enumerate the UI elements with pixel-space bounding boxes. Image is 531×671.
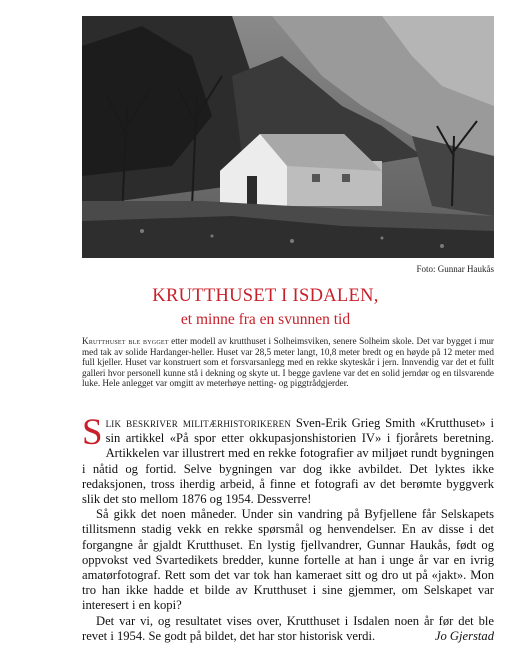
article-body — [82, 412, 494, 644]
paragraph-1 — [82, 412, 494, 507]
caption-lead: Krutthuset ble bygget — [82, 336, 169, 346]
photo-credit: Foto: Gunnar Haukås — [416, 264, 494, 274]
caption-text: etter modell av krutthuset i Solheimsviken, senere Solheim skole. Det var bygget i mur med tak av solide Hardanger-heller. Huset var 28,5 meter langt, 10,8 meter bredt og en høyde på 12 meter med full kjeller. Huset var konstruert som et forsvarsanlegg med en rekke skyteskår i jern. Innvendig var det et fullt galleri hvor personell kunne stå i dekning og skyte ut. I begge gavlene var det en solid jerndør og en tilsvarende luke. Hele anlegget var omgitt av meterhøye netting- og piggtrådgjerder. — [82, 336, 494, 389]
article-title: KRUTTHUSET I ISDALEN, — [152, 286, 379, 306]
drop-cap: S — [82, 412, 103, 453]
krutthuset-photo — [82, 16, 494, 258]
author-signature: Jo Gjerstad — [434, 628, 494, 643]
article-photo — [82, 16, 494, 258]
article-subtitle: et minne fra en svunnen tid — [180, 311, 351, 328]
paragraph-3-text: Det var vi, og resultatet vises over, Krutthuset i Isdalen noen år før det ble revet i 1954. Se godt på bildet, det har stor historisk verdi. — [82, 613, 494, 643]
paragraph-2: Så gikk det noen måneder. Under sin vandring på Byfjellene får Selskapets tillitsmenn stadig vekk en rekke spørsmål og henvendelser. En av disse i det forgangne år gjaldt Krutthuset. En lystig fjellvandrer, Gunnar Haukås, født og oppvokst ved Svartedikets bredder, kunne fortelle at han i unge år var en ivrig amatørfotograf. Rett som det var tok han kameraet sitt og dro ut på «jakt». Mon tro han ikke hadde et bilde av Krutthuset i sine gjemmer, om Selskapet var interesert i en kopi? — [82, 507, 494, 613]
paragraph-lead: lik beskriver militærhistorikeren — [105, 416, 292, 430]
paragraph-1-text: Sven-Erik Grieg Smith «Krutthuset» i sin artikkel «På spor etter okkupasjonshistorien IV» i fjorårets beretning. Artikkelen var illustrert med en rekke fotografier av miljøet rundt bygningen i nåtid og fortid. Selve bygningen var dog ikke avbildet. Det lyktes ikke redaksjonen, tross iherdig arbeid, å finne et fotografi av det berømte byggverk slik det sto mellom 1876 og 1954. Dessverre! — [82, 416, 494, 507]
photo-caption — [82, 336, 494, 389]
paragraph-3 — [82, 614, 494, 644]
